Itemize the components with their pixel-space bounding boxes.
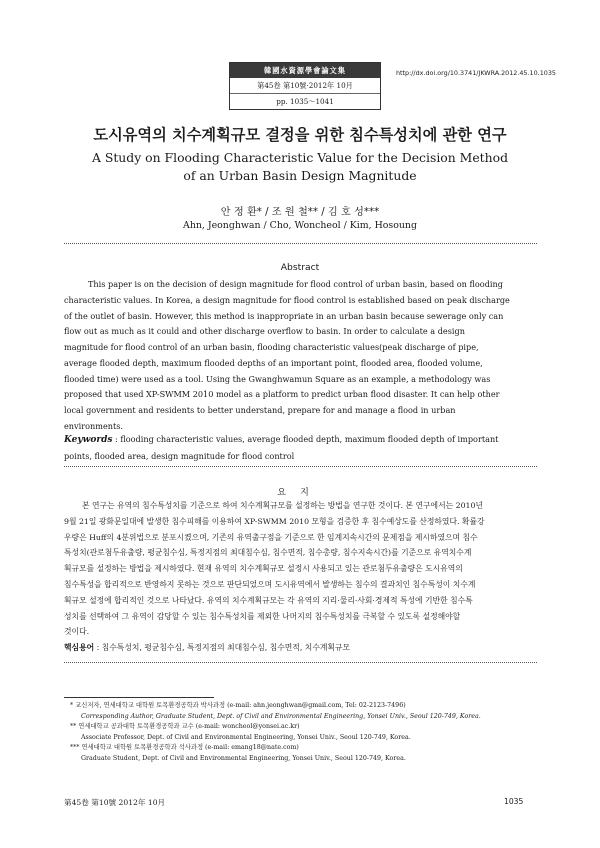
core-terms-label: 핵심용어: [64, 643, 95, 652]
abstract-line: flow out as much as it could and other discharge overflow to basin. In order to calculate a design: [64, 326, 465, 337]
footer-journal-issue: 第45卷 第10號 2012年 10月: [64, 798, 166, 807]
footnote: ** 연세대학교 공과대학 토목환경공학과 교수 (e-mail: woncheol@yonsei.ac.kr): [70, 723, 300, 731]
keywords-text: : flooding characteristic values, average flooded depth, maximum flooded depth of important: [112, 434, 499, 444]
journal-volume-issue: 第45卷 第10號·2012年 10月: [257, 81, 353, 90]
journal-info-box: [229, 62, 381, 110]
korean-abstract-line: 본 연구는 유역의 침수특성치를 기준으로 하여 치수계획규모를 설정하는 방법을 연구한 것이다. 본 연구에서는 2010년: [82, 501, 483, 510]
korean-abstract-body: [64, 498, 537, 640]
abstract-line: magnitude for flood control of an urban basin, flooding characteristic values(peak discharge of pipe,: [64, 342, 479, 352]
footnote: * 교신저자, 연세대학교 대학원 토목환경공학과 박사과정 (e-mail: ahn.jeonghwan@gmail.com, Tel: 02-2123-7496): [70, 702, 406, 709]
korean-abstract-line: 것이다.: [64, 627, 90, 637]
abstract-line: This paper is on the decision of design magnitude for flood control of urban basin, based on flooding: [88, 279, 503, 289]
keywords-line: [64, 432, 537, 449]
abstract-line: local government and residents to better understand, prepare for and manage a flood in urban: [64, 405, 456, 415]
divider-middle: [64, 466, 537, 467]
footnote-rule: [64, 697, 214, 698]
divider-bottom: [64, 662, 537, 663]
keywords-label: Keywords: [64, 435, 113, 445]
korean-abstract-heading: 요지: [277, 487, 323, 498]
abstract-line: average flooded depth, maximum flooded depths of an important point, flooded area, flooded volume,: [64, 357, 483, 368]
abstract-line: characteristic values. In Korea, a design magnitude for flood control is established based on peak discharge: [64, 294, 510, 305]
footnote: Corresponding Author, Graduate Student, Dept. of Civil and Environmental Engineering, Yonsei Univ., Seoul 120-749, Korea.: [81, 712, 481, 720]
korean-abstract-line: 우량은 Huff의 4분위법으로 분포시켰으며, 기존의 유역출구점을 기준으로 한 임계지속시간의 문제점을 제시하였으며 침수: [64, 532, 478, 542]
title-english-line-1: A Study on Flooding Characteristic Value for the Decision Method: [91, 150, 509, 165]
abstract-body: [64, 277, 537, 435]
korean-abstract-line: 9월 21일 광화문일대에 발생한 침수피해를 이용하여 XP-SWMM 2010 모형을 검증한 후 침수예상도를 산정하였다. 확률강: [64, 516, 485, 526]
footnote: *** 연세대학교 대학원 토목환경공학과 석사과정 (e-mail: emang18@nate.com): [70, 744, 299, 752]
abstract-line: proposed that used XP-SWMM 2010 model as a platform to predict urban flood disaster. It can help other: [64, 389, 500, 400]
korean-abstract-line: 획규모를 설정하는 방법을 제시하였다. 현재 유역의 치수계획규모 설정시 사용되고 있는 관로첨두유출량은 도시유역의: [64, 564, 463, 574]
authors-korean: 안 정 환* / 조 원 철** / 김 호 성***: [220, 207, 380, 218]
core-terms-text: : 침수특성치, 평균침수심, 특정지점의 최대침수심, 침수면적, 치수계획규모: [94, 643, 350, 652]
keywords: [64, 432, 537, 465]
korean-abstract-line: 특성치(관로첨두유출량, 평균침수심, 특정지점의 최대침수심, 침수면적, 침수총량, 침수지속시간)를 기준으로 유역치수계: [64, 548, 472, 558]
divider-top: [64, 243, 537, 244]
core-terms: [64, 642, 350, 653]
korean-abstract-line: 성치를 선택하여 그 유역이 감당할 수 있는 침수특성치를 제외한 나머지의 침수특성치를 극복할 수 있도록 설정해야할: [64, 611, 461, 621]
keywords-line: points, flooded area, design magnitude for flood control: [64, 450, 295, 461]
authors-english: Ahn, Jeonghwan / Cho, Woncheol / Kim, Hosoung: [183, 220, 417, 231]
title-korean: 도시유역의 치수계획규모 결정을 위한 침수특성치에 관한 연구: [93, 126, 507, 144]
abstract-line: flooded time) were used as a tool. Using the Gwanghwamun Square as an example, a methodology was: [64, 373, 491, 384]
title-english-line-2: of an Urban Basin Design Magnitude: [183, 168, 417, 183]
footnote: Graduate Student, Dept. of Civil and Environmental Engineering, Yonsei Univ., Seoul 120-749, Korea.: [81, 754, 406, 762]
journal-name: 韓國水資源學會論文集: [230, 63, 380, 78]
abstract-heading: Abstract: [280, 262, 320, 273]
abstract-line: of the outlet of basin. However, this method is inappropriate in an urban basin because sewerage only can: [64, 310, 504, 321]
page-number: 1035: [504, 797, 524, 806]
abstract-line: environments.: [64, 420, 124, 431]
title-english: [0, 149, 600, 185]
doi-link[interactable]: http://dx.doi.org/10.3741/JKWRA.2012.45.10.1035: [396, 69, 556, 77]
korean-abstract-line: 획규모 설정에 합리적인 것으로 나타났다. 유역의 치수계획규모는 각 유역의 지리·물리·사회·경제적 특성에 기반한 침수특: [64, 595, 473, 605]
korean-abstract-line: 침수특성을 합리적으로 반영하지 못하는 것으로 판단되었으며 도시유역에서 발생하는 침수의 결과치인 침수특성이 치수계: [64, 579, 476, 589]
footnotes: [70, 701, 550, 765]
footnote: Associate Professor, Dept. of Civil and Environmental Engineering, Yonsei Univ., Seoul 120-749, Korea.: [81, 733, 411, 741]
journal-pages: pp. 1035～1041: [230, 93, 380, 109]
